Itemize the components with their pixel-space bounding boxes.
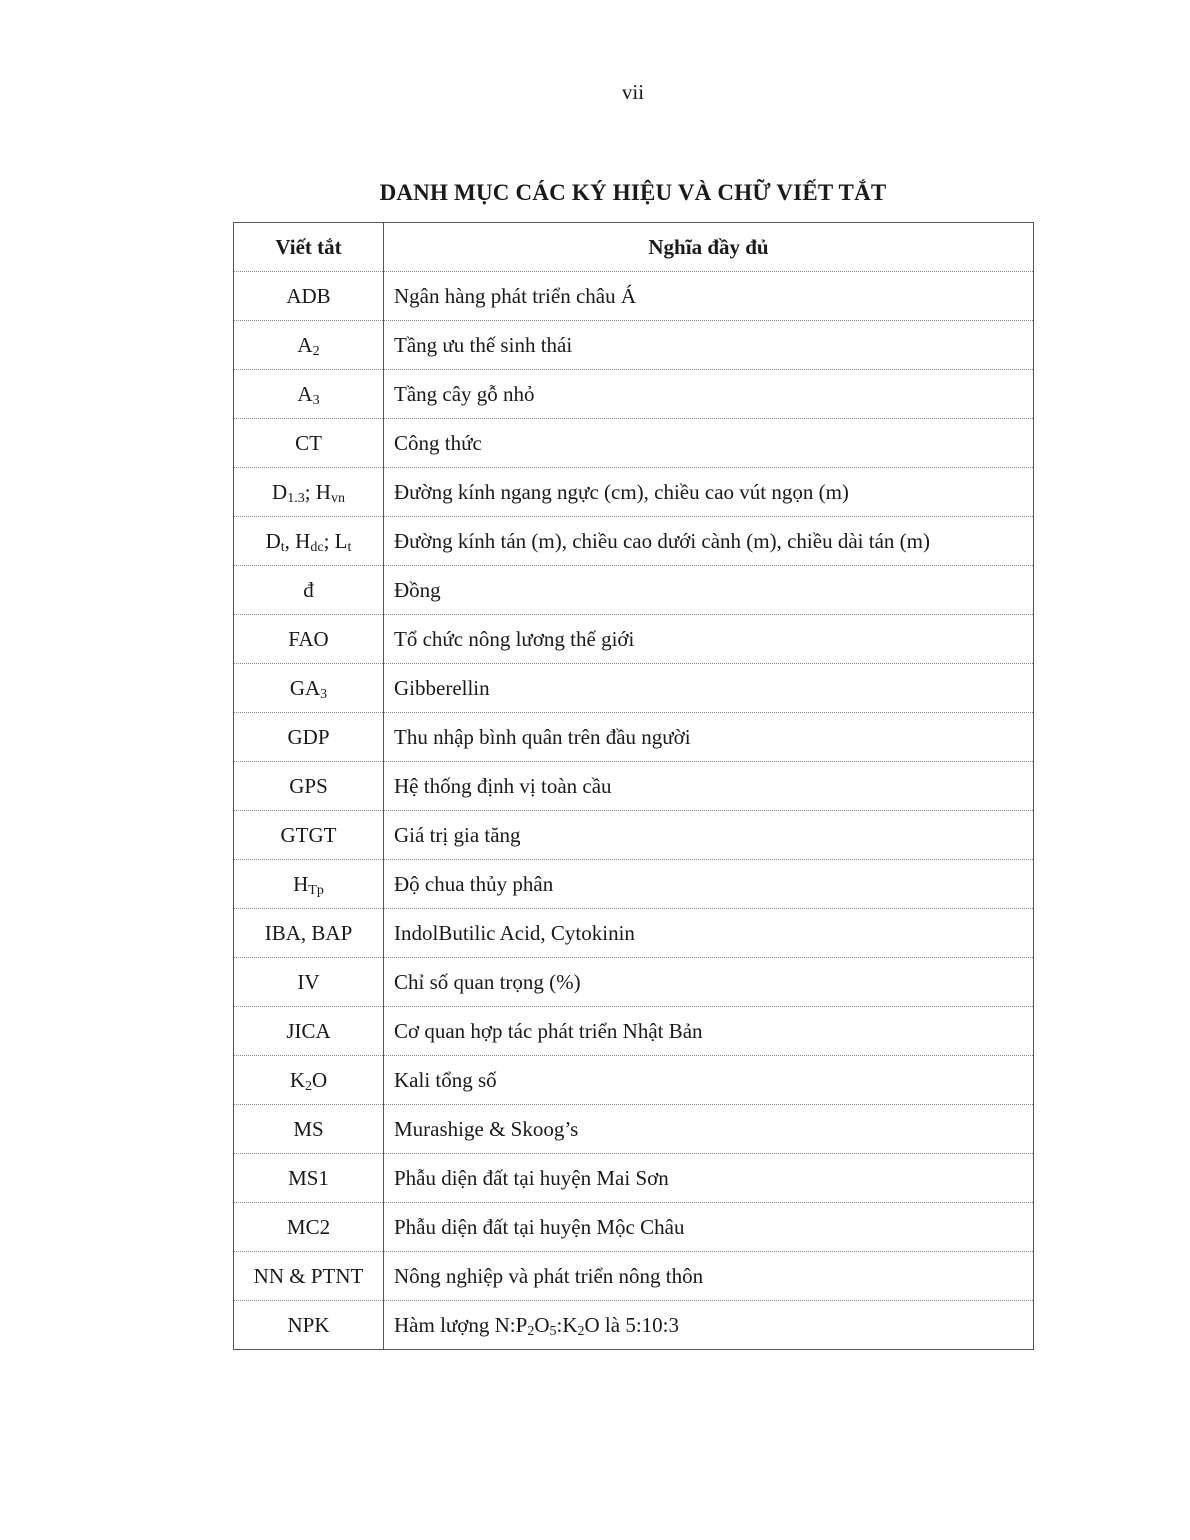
cell-text: Giá trị gia tăng <box>394 822 521 847</box>
subscript-text: 3 <box>320 686 328 702</box>
cell-text: Phẫu diện đất tại huyện Mộc Châu <box>394 1214 685 1239</box>
subscript-text: t <box>347 539 352 555</box>
table-row <box>234 1056 1034 1105</box>
cell-text: Hệ thống định vị toàn cầu <box>394 773 612 798</box>
meaning-cell <box>384 958 1034 1007</box>
abbreviation-cell <box>234 958 384 1007</box>
cell-text: D <box>272 479 288 504</box>
abbreviation-cell <box>234 1301 384 1350</box>
meaning-cell <box>384 370 1034 419</box>
abbreviation-cell <box>234 1056 384 1105</box>
cell-text: Cơ quan hợp tác phát triển Nhật Bản <box>394 1018 703 1043</box>
abbreviation-cell <box>234 517 384 566</box>
subscript-text: 2 <box>577 1323 585 1339</box>
cell-text: Hàm lượng N:P <box>394 1312 528 1337</box>
abbreviation-cell <box>234 664 384 713</box>
meaning-cell <box>384 321 1034 370</box>
table-row <box>234 762 1034 811</box>
table-row <box>234 713 1034 762</box>
abbreviation-cell <box>234 321 384 370</box>
table-row <box>234 664 1034 713</box>
cell-text: MC2 <box>286 1214 331 1239</box>
abbreviation-cell <box>234 1252 384 1301</box>
cell-text: O là 5:10:3 <box>584 1312 679 1337</box>
meaning-cell <box>384 1252 1034 1301</box>
table-row <box>234 468 1034 517</box>
subscript-text: 5 <box>549 1323 557 1339</box>
table-row <box>234 909 1034 958</box>
cell-text: FAO <box>288 626 329 651</box>
page-title: DANH MỤC CÁC KÝ HIỆU VÀ CHỮ VIẾT TẮT <box>379 180 887 205</box>
table-row <box>234 321 1034 370</box>
subscript-text: 3 <box>312 392 320 408</box>
cell-text: NN & PTNT <box>253 1263 364 1288</box>
table-header-row <box>234 223 1034 272</box>
abbreviation-cell <box>234 1007 384 1056</box>
abbreviation-cell <box>234 615 384 664</box>
cell-text: D <box>265 528 281 553</box>
cell-text: IV <box>297 969 320 994</box>
cell-text: :K <box>556 1312 578 1337</box>
cell-text: GTGT <box>280 822 337 847</box>
meaning-cell <box>384 468 1034 517</box>
table-row <box>234 1105 1034 1154</box>
meaning-cell <box>384 664 1034 713</box>
column-header-abbreviation: Viết tắt <box>234 223 384 272</box>
abbreviation-cell <box>234 1203 384 1252</box>
meaning-cell <box>384 272 1034 321</box>
column-header-meaning: Nghĩa đầy đủ <box>384 223 1034 272</box>
cell-text: GPS <box>289 773 328 798</box>
cell-text: ; L <box>323 528 348 553</box>
abbreviation-cell <box>234 272 384 321</box>
cell-text: Chỉ số quan trọng (%) <box>394 969 581 994</box>
table-row <box>234 811 1034 860</box>
cell-text: Tầng cây gỗ nhỏ <box>394 381 535 406</box>
abbreviation-cell <box>234 468 384 517</box>
meaning-cell <box>384 762 1034 811</box>
cell-text: Tổ chức nông lương thế giới <box>394 626 635 651</box>
table-row <box>234 958 1034 1007</box>
meaning-cell <box>384 909 1034 958</box>
abbreviation-cell <box>234 762 384 811</box>
cell-text: Tầng ưu thế sinh thái <box>394 332 573 357</box>
table-row <box>234 370 1034 419</box>
cell-text: Độ chua thủy phân <box>394 871 554 896</box>
table-row <box>234 419 1034 468</box>
meaning-cell <box>384 1154 1034 1203</box>
table-row <box>234 272 1034 321</box>
cell-text: Đồng <box>394 577 441 602</box>
abbreviation-cell <box>234 713 384 762</box>
cell-text: MS <box>293 1116 324 1141</box>
cell-text: NPK <box>287 1312 330 1337</box>
meaning-cell <box>384 860 1034 909</box>
abbreviation-cell <box>234 1105 384 1154</box>
abbreviation-cell <box>234 566 384 615</box>
cell-text: H <box>293 871 309 896</box>
cell-text: Đường kính ngang ngực (cm), chiều cao vút ngọn (m) <box>394 479 849 504</box>
meaning-cell <box>384 566 1034 615</box>
subscript-text: 1.3 <box>287 490 305 506</box>
abbreviation-cell <box>234 811 384 860</box>
cell-text: , H <box>284 528 311 553</box>
table-body <box>234 272 1034 1350</box>
meaning-cell <box>384 713 1034 762</box>
meaning-cell <box>384 811 1034 860</box>
cell-text: Gibberellin <box>394 675 490 700</box>
cell-text: Phẫu diện đất tại huyện Mai Sơn <box>394 1165 669 1190</box>
meaning-cell <box>384 1056 1034 1105</box>
cell-text: IndolButilic Acid, Cytokinin <box>394 920 635 945</box>
abbreviation-cell <box>234 1154 384 1203</box>
cell-text: Ngân hàng phát triển châu Á <box>394 283 637 308</box>
page-number: vii <box>621 80 645 104</box>
meaning-cell <box>384 419 1034 468</box>
table-row <box>234 1203 1034 1252</box>
cell-text: JICA <box>286 1018 331 1043</box>
table-row <box>234 1252 1034 1301</box>
subscript-text: vn <box>330 490 345 506</box>
cell-text: Nông nghiệp và phát triển nông thôn <box>394 1263 704 1288</box>
subscript-text: Tp <box>308 882 324 898</box>
cell-text: O <box>534 1312 550 1337</box>
subscript-text: 2 <box>312 343 320 359</box>
subscript-text: 2 <box>527 1323 535 1339</box>
subscript-text: dc <box>310 539 324 555</box>
cell-text: đ <box>303 577 314 602</box>
meaning-cell <box>384 517 1034 566</box>
table-row <box>234 517 1034 566</box>
cell-text: A <box>297 332 313 357</box>
meaning-cell <box>384 1007 1034 1056</box>
cell-text: ADB <box>286 283 331 308</box>
abbreviation-cell <box>234 370 384 419</box>
table-row <box>234 1154 1034 1203</box>
cell-text: MS1 <box>288 1165 329 1190</box>
meaning-cell <box>384 1105 1034 1154</box>
cell-text: K <box>289 1067 305 1092</box>
cell-text: CT <box>295 430 322 455</box>
table-row <box>234 1007 1034 1056</box>
table-row <box>234 1301 1034 1350</box>
cell-text: Công thức <box>394 430 482 455</box>
cell-text: GDP <box>287 724 330 749</box>
abbreviation-cell <box>234 419 384 468</box>
cell-text: Murashige & Skoog’s <box>394 1116 579 1141</box>
cell-text: Kali tổng số <box>394 1067 497 1092</box>
meaning-cell <box>384 1301 1034 1350</box>
table-row <box>234 615 1034 664</box>
cell-text: Thu nhập bình quân trên đầu người <box>394 724 691 749</box>
abbreviation-cell <box>234 909 384 958</box>
table-row <box>234 566 1034 615</box>
cell-text: O <box>312 1067 328 1092</box>
meaning-cell <box>384 1203 1034 1252</box>
cell-text: IBA, BAP <box>264 920 353 945</box>
cell-text: GA <box>289 675 321 700</box>
cell-text: A <box>297 381 313 406</box>
subscript-text: 2 <box>305 1078 312 1094</box>
cell-text: ; H <box>304 479 331 504</box>
subscript-text: t <box>280 539 285 555</box>
cell-text: Đường kính tán (m), chiều cao dưới cành (m), chiều dài tán (m) <box>394 528 930 553</box>
abbreviation-cell <box>234 860 384 909</box>
meaning-cell <box>384 615 1034 664</box>
abbreviation-table <box>233 222 1034 1350</box>
table-row <box>234 860 1034 909</box>
